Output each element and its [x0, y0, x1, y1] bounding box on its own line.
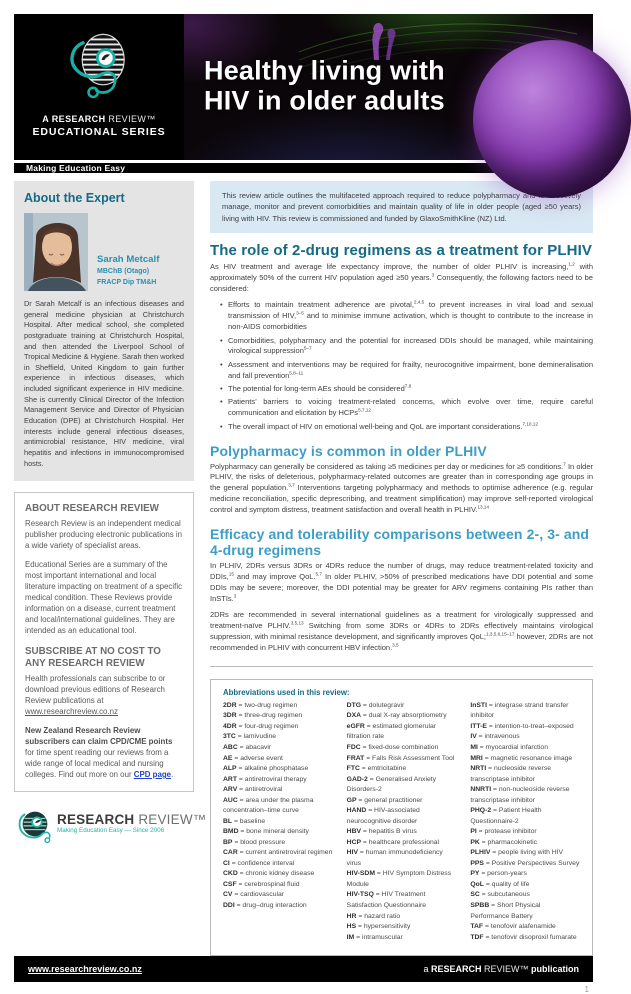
- footer-pub-bold: RESEARCH: [430, 964, 482, 975]
- abbreviation-entry: FDC = fixed-dose combination: [346, 744, 439, 751]
- page-title: [204, 56, 445, 116]
- abbreviation-entry: HIV-SDM = HIV Symptom Distress Module: [346, 870, 452, 888]
- bullet-item: • Patients’ barriers to voicing treatment-related concerns, which evolve over time, require careful communication and elicitation by HCPs$^{5,7,12}$: [220, 397, 593, 419]
- virus-sphere-decoration: [473, 40, 631, 198]
- abbreviation-entry: CAR = current antiretroviral regimen: [223, 849, 333, 857]
- section-heading-role: The role of 2-drug regimens as a treatment for PLHIV: [210, 241, 592, 259]
- bullet-item: • Assessment and interventions may be required for frailty, neurocognitive impairment, bone demineralisation and fall prevention$^{5,8-11}$: [220, 360, 593, 382]
- abbreviation-entry: QoL = quality of life: [470, 880, 530, 888]
- abbreviation-entry: PK = pharmacokinetic: [470, 838, 538, 846]
- about-expert-box: [14, 181, 194, 481]
- abbreviation-entry: ART = antiretroviral therapy: [223, 775, 307, 783]
- expert-credential-2: FRACP Dip TM&H: [97, 278, 157, 286]
- about-expert-heading: About the Expert: [24, 191, 125, 205]
- abbreviations-heading: Abbreviations used in this review:: [223, 687, 350, 697]
- cpd-paragraph: [25, 725, 183, 780]
- efficacy-paragraph-1: In PLHIV, 2DRs versus 3DRs or 4DRs reduce the number of drugs, may reduce treatment-related toxicity and DDIs,$^{15}$ and may improve QoL.$^{5,7}$ In older PLHIV, >50% of prescribed medications have DDI potential and some DDIs may be severe; moreover, the DDI potential may be greater for ARV regimens containing PIs rather than InSTIs.$^3$: [210, 560, 593, 603]
- abbreviation-entry: PPS = Positive Perspectives Survey: [470, 859, 580, 867]
- logo-wordmark-bold: RESEARCH: [57, 812, 135, 828]
- brand-name-light: REVIEW™: [105, 114, 156, 124]
- abbreviation-entry: FRAT = Falls Risk Assessment Tool: [346, 754, 455, 762]
- footer-pub-light: REVIEW™: [481, 964, 529, 975]
- section-heading-polypharmacy: Polypharmacy is common in older PLHIV: [210, 442, 487, 459]
- abbreviation-entry: IV = intravenous: [470, 733, 520, 741]
- cpd-bold-text: New Zealand Research Review subscribers can claim CPD/CME points: [25, 725, 173, 746]
- abbreviation-entry: HCP = healthcare professional: [346, 838, 440, 846]
- abbreviations-column-2: [347, 701, 457, 943]
- role-intro-paragraph: As HIV treatment and average life expectancy improve, the number of older PLHIV is increasing,$^{1,2}$ with approximately 50% of the current HIV population aged ≥50 years.$^3$ Consequently, the following factors need to be considered:: [210, 261, 593, 293]
- sidebar: [14, 181, 207, 843]
- abbreviation-entry: AE = adverse event: [223, 754, 283, 762]
- bullet-item: • The overall impact of HIV on emotional well-being and QoL are important considerations.$^{7,10,12}$: [220, 422, 593, 433]
- cpd-page-link[interactable]: CPD page: [133, 770, 172, 780]
- abbreviation-entry: MI = myocardial infarction: [470, 744, 548, 751]
- logo-tagline: Making Education Easy — Since 2006: [57, 827, 165, 835]
- abbreviation-entry: 4DR = four-drug regimen: [223, 722, 299, 730]
- expert-photo: [24, 213, 88, 291]
- abbreviation-entry: MRI = magnetic resonance image: [470, 754, 573, 762]
- abbreviations-box: [210, 679, 593, 956]
- abbreviation-entry: BMD = bone mineral density: [223, 828, 309, 836]
- cpd-text-end: .: [171, 770, 174, 780]
- abbreviation-entry: ABC = abacavir: [223, 744, 272, 751]
- research-review-link[interactable]: www.researchreview.co.nz: [25, 706, 118, 716]
- page-title-line1: Healthy living with: [204, 55, 445, 86]
- research-review-logo-icon: [16, 805, 54, 843]
- abbreviation-entry: CI = confidence interval: [223, 859, 295, 867]
- abbreviation-entry: GAD-2 = Generalised Anxiety Disorders-2: [346, 775, 437, 794]
- logo-wordmark-light: REVIEW™: [134, 812, 207, 828]
- about-rr-paragraph-2: Educational Series are a summary of the most important international and local literature impacting on treatment of a specific medical condition. These Reviews provide information on a disease, current treatment and local/international guidelines. They are intended as an educational tool.: [25, 559, 183, 636]
- footer-pub-a: a: [423, 964, 431, 975]
- abbreviation-entry: HAND = HIV-associated neurocognitive disorder: [346, 807, 420, 825]
- abbreviation-entry: 3DR = three-drug regimen: [223, 712, 303, 720]
- main-columns: [14, 181, 593, 956]
- abbreviation-entry: HIV-TSQ = HIV Treatment Satisfaction Questionnaire: [346, 891, 427, 909]
- abbreviation-entry: ALP = alkaline phosphatase: [223, 765, 309, 773]
- abbreviation-entry: 2DR = two-drug regimen: [223, 701, 298, 709]
- efficacy-paragraph-2: 2DRs are recommended in several international guidelines as a treatment for virologically suppressed and treatment-naïve PLHIV.$^{3,5,13}$ Switching from some 3DRs or 4DRs to 2DRs effectively maintains virological suppression, with minimal resistance development, and significantly improves QoL;$^{1,3,5,6,15-17}$ however, 2DRs are not recommended in PLHIV with concurrent HBV infection.$^{3,5}$: [210, 610, 594, 652]
- bullet-item: • Efforts to maintain treatment adherence are pivotal,$^{2,4,5}$ to prevent increases in viral load and sexual transmission of HIV,$^{3-5}$ and to minimise immune activation, which is thought to contribute to the increase in non-AIDS comorbidities: [220, 300, 593, 333]
- abbreviation-entry: SPBB = Short Physical Performance Battery: [470, 901, 541, 920]
- bullet-item: • The potential for long-term AEs should be considered$^{7,8}$: [220, 384, 593, 395]
- about-research-review-box: [14, 492, 194, 792]
- banner-artwork: [184, 14, 593, 160]
- about-rr-heading: ABOUT RESEARCH REVIEW: [25, 503, 159, 515]
- abbreviation-entry: CSF = cerebrospinal fluid: [223, 880, 300, 888]
- footer-publication-label: [423, 964, 579, 974]
- abbreviation-entry: DTG = dolutegravir: [346, 701, 405, 709]
- small-virus-decoration: [364, 20, 398, 60]
- abbreviation-entry: DXA = dual X-ray absorptiometry: [346, 712, 447, 720]
- abbreviation-entry: IM = intramuscular: [346, 933, 403, 941]
- abbreviation-entry: DDI = drug–drug interaction: [223, 901, 307, 909]
- subscribe-paragraph: [25, 673, 183, 717]
- brand-name-bold: A RESEARCH: [42, 114, 106, 124]
- abbreviation-entry: 3TC = lamivudine: [223, 733, 277, 741]
- abbreviation-entry: PLHIV = people living with HIV: [470, 849, 564, 857]
- abbreviation-entry: ARV = antiretroviral: [223, 786, 283, 794]
- abbreviation-entry: CKD = chronic kidney disease: [223, 870, 315, 878]
- expert-credential-1: MBChB (Otago): [97, 268, 150, 275]
- section-heading-efficacy: Efficacy and tolerability comparisons between 2-, 3- and 4-drug regimens: [210, 525, 590, 558]
- footer-bar: [14, 956, 593, 982]
- section-divider: [210, 666, 593, 667]
- footer-website-link[interactable]: www.researchreview.co.nz: [28, 964, 142, 975]
- abbreviation-entry: BL = baseline: [223, 817, 266, 825]
- abbreviation-entry: PI = protease inhibitor: [470, 828, 537, 836]
- abbreviation-entry: HS = hypersensitivity: [346, 923, 411, 931]
- abbreviation-entry: SC = subcutaneous: [470, 891, 530, 899]
- abbreviation-entry: CV = cardiovascular: [223, 891, 285, 899]
- page-number: 1: [584, 985, 589, 994]
- article-content: [210, 181, 593, 956]
- logo-wordmark: [57, 813, 206, 827]
- polypharmacy-paragraph: Polypharmacy can generally be considered as taking ≥5 medicines per day or medicines for ≥5 conditions.$^7$ In older PLHIV, the risks of deleterious, polypharmacy-related outcomes are greater than in corresponding age groups in the general population.$^{3,7}$ Interventions targeting polypharmacy and methods to optimise adherence (e.g. regular medicine reconciliation, specific deprescribing, and treatment simplification) may improve self-reported virological control and symptom distress, treatment satisfaction and overall health in PLHIV.$^{13,14}$: [210, 461, 593, 514]
- abbreviation-entry: HIV = human immunodeficiency virus: [346, 849, 443, 867]
- abbreviation-entry: TDF = tenofovir disoproxil fumarate: [470, 933, 577, 941]
- research-review-logo: [14, 805, 207, 843]
- tagline-text: Making Education Easy: [26, 163, 126, 173]
- abbreviations-column-1: [223, 701, 333, 943]
- abbreviation-entry: FTC = emtricitabine: [346, 765, 407, 773]
- review-summary-box: This review article outlines the multifaceted approach required to reduce polypharmacy and to effectively manage, monitor and prevent comorbidities and maintain quality of life in older people (aged ≥50 years) living with HIV. This review is commissioned and funded by GlaxoSmithKline (NZ) Ltd.: [210, 181, 593, 233]
- subscribe-heading: SUBSCRIBE AT NO COST TO ANY RESEARCH REVIEW: [25, 646, 161, 669]
- subscribe-text: Health professionals can subscribe to or download previous editions of Research Review publications at: [25, 673, 166, 705]
- abbreviation-entry: PY = person-years: [470, 870, 527, 878]
- role-bullet-list: [210, 300, 593, 432]
- bullet-item: • Comorbidities, polypharmacy and the potential for increased DDIs should be managed, while maintaining virological suppression$^{5-7}$: [220, 336, 593, 358]
- page-title-line2: HIV in older adults: [204, 85, 445, 116]
- abbreviation-entry: AUC = area under the plasma concentration–time curve: [223, 796, 314, 815]
- abbreviation-entry: NNRTI = non-nucleoside reverse transcriptase inhibitor: [470, 786, 570, 804]
- abbreviation-entry: PHQ-2 = Patient Health Questionnaire-2: [470, 807, 542, 825]
- expert-bio: Dr Sarah Metcalf is an infectious diseases and general medicine physician at Christchurch Hospital. After medical school, she completed postgraduate training at Christchurch Hospital, and then attended the Liverpool School of Tropical Medicine & Hygiene. Sarah then worked in Sheffield, United Kingdom to gain further experience in infectious diseases, which included significant experience in HIV medicine. She is currently Clinical Director of the Infection Management Service and Director of Physician Education (DPE) at Christchurch Hospital. Her interests include general infectious diseases, antimicrobial resistance, HIV medicine, viral hepatitis and infections in immunocompromised hosts.: [24, 299, 184, 468]
- brand-panel: [14, 14, 184, 160]
- brand-name: [42, 114, 155, 124]
- research-review-globe-icon: [57, 26, 141, 110]
- abbreviation-entry: eGFR = estimated glomerular filtration rate: [346, 722, 437, 741]
- expert-identity: [97, 254, 159, 291]
- abbreviation-entry: HR = hazard ratio: [346, 912, 401, 920]
- abbreviation-entry: TAF = tenofovir alafenamide: [470, 923, 556, 931]
- abbreviation-entry: InSTI = integrase strand transfer inhibitor: [470, 701, 569, 720]
- expert-name: Sarah Metcalf: [97, 254, 160, 265]
- abbreviation-entry: HBV = hepatitis B virus: [346, 828, 417, 836]
- about-rr-paragraph-1: Research Review is an independent medical publisher producing electronic publications in a wide variety of specialist areas.: [25, 518, 183, 550]
- abbreviation-entry: BP = blood pressure: [223, 838, 286, 846]
- abbreviation-entry: ITT-E = intention-to-treat–exposed: [470, 722, 574, 730]
- cpd-text: for time spent reading our reviews from a wide range of local medical and nursing colleges. Find out more on our: [25, 747, 169, 780]
- abbreviations-column-3: [470, 701, 580, 943]
- header-banner: [14, 14, 593, 160]
- abbreviation-entry: GP = general practitioner: [346, 796, 423, 804]
- footer-pub-end: publication: [528, 964, 579, 975]
- abbreviation-entry: NRTI = nucleoside reverse transcriptase inhibitor: [470, 765, 552, 783]
- brand-series-label: EDUCATIONAL SERIES: [32, 126, 166, 138]
